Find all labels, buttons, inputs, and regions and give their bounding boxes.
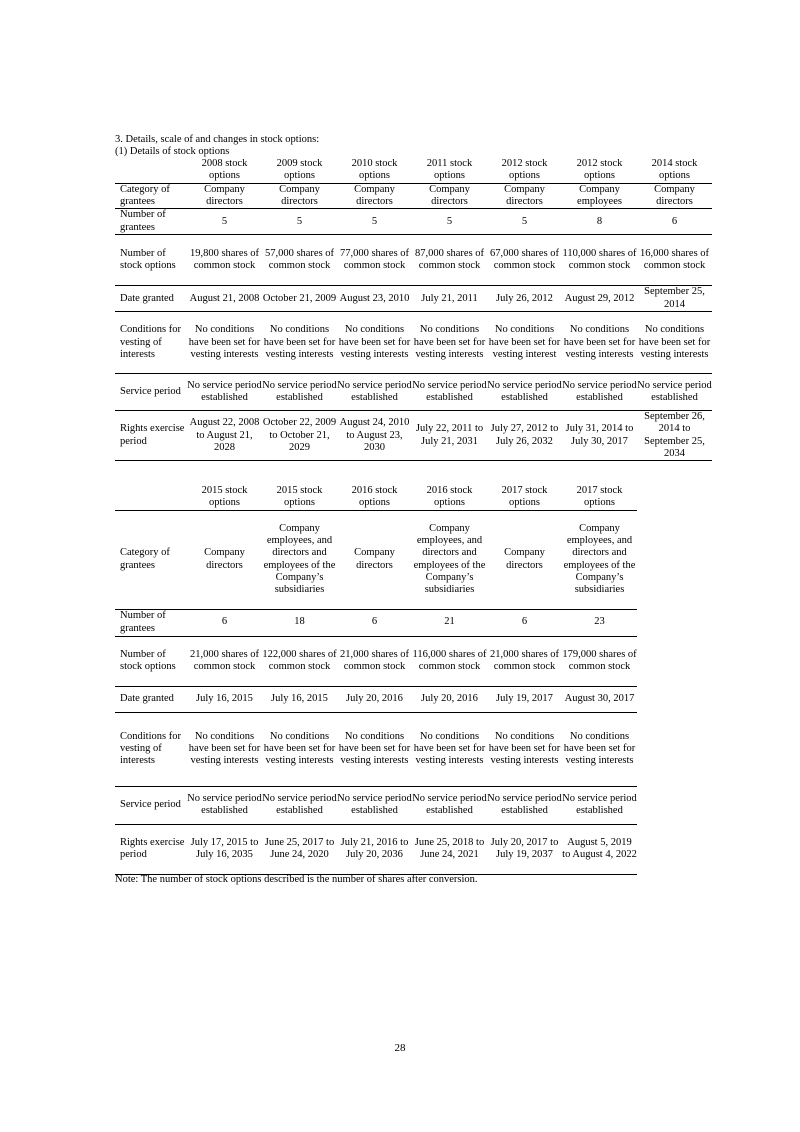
- table-cell: 5: [221, 215, 228, 227]
- column-header: 2010 stock options: [351, 158, 398, 182]
- column-header: 2012 stock options: [501, 158, 548, 182]
- table-cell: 116,000 shares of common stock: [412, 648, 487, 672]
- row-label: Number of stock options: [120, 648, 176, 672]
- row-number-options: [115, 636, 637, 686]
- table-cell: 6: [371, 616, 378, 628]
- table-cell: Company directors: [204, 183, 245, 207]
- row-label: Category of grantees: [120, 183, 170, 207]
- column-header: 2017 stock options: [576, 484, 623, 509]
- table-cell: 5: [371, 215, 378, 227]
- table-cell: 5: [446, 215, 453, 227]
- table-cell: Company employees, and directors and employees of the Company’s subsidiaries: [263, 522, 336, 596]
- row-category: [115, 510, 637, 609]
- table-cell: 21: [444, 616, 455, 628]
- table-cell: 6: [671, 215, 678, 227]
- row-service-period: [115, 786, 637, 824]
- table-cell: 6: [221, 616, 228, 628]
- table-cell: Company directors: [354, 547, 395, 571]
- page-number: 28: [394, 1042, 406, 1054]
- table-cell: July 16, 2015: [196, 692, 253, 704]
- table-cell: Company directors: [504, 547, 545, 571]
- header-empty-cell: [115, 484, 187, 510]
- table-cell: No service period established: [337, 792, 412, 816]
- table-cell: 87,000 shares of common stock: [414, 247, 485, 272]
- column-header: 2017 stock options: [501, 484, 548, 509]
- row-label: Rights exercise period: [120, 836, 185, 860]
- row-category: [115, 183, 712, 209]
- row-label: Rights exercise period: [120, 423, 185, 447]
- row-label: Number of grantees: [120, 209, 166, 233]
- table-cell: July 17, 2015 to July 16, 2035: [190, 836, 259, 860]
- table-cell: No conditions have been set for vesting interests: [488, 730, 561, 767]
- table-cell: No service period established: [187, 379, 262, 404]
- table-cell: No conditions have been set for vesting interests: [413, 324, 486, 360]
- table-cell: September 26, 2014 to September 25, 2034: [644, 411, 705, 460]
- table-cell: No service period established: [337, 379, 412, 404]
- table-cell: Company employees: [577, 183, 622, 207]
- table-cell: No service period established: [412, 792, 487, 816]
- table-cell: 57,000 shares of common stock: [264, 247, 335, 272]
- table-cell: July 21, 2011: [421, 292, 478, 304]
- table-cell: No conditions have been set for vesting interests: [338, 324, 411, 360]
- table-cell: Company directors: [504, 183, 545, 207]
- table-cell: No conditions have been set for vesting interests: [563, 324, 636, 360]
- row-label: Date granted: [120, 292, 174, 304]
- row-number-grantees: [115, 209, 712, 235]
- table-cell: 19,800 shares of common stock: [189, 247, 260, 272]
- table-cell: No conditions have been set for vesting interests: [188, 324, 261, 360]
- section-title: 3. Details, scale of and changes in stock options:: [115, 134, 320, 145]
- table-cell: July 27, 2012 to July 26, 2032: [490, 423, 559, 447]
- table-cell: 21,000 shares of common stock: [339, 648, 410, 672]
- table-header-row: [115, 158, 712, 183]
- column-header: 2016 stock options: [426, 484, 473, 509]
- column-header: 2011 stock options: [426, 158, 473, 182]
- stock-options-table-2: [115, 484, 637, 875]
- footnote: Note: The number of stock options described is the number of shares after conversion.: [115, 874, 478, 885]
- table-cell: Company directors: [354, 183, 395, 207]
- row-label: Number of grantees: [120, 610, 166, 634]
- column-header: 2016 stock options: [351, 484, 398, 509]
- table-cell: 8: [596, 215, 603, 227]
- table-cell: 6: [521, 616, 528, 628]
- table-cell: 67,000 shares of common stock: [489, 247, 560, 272]
- row-conditions: [115, 312, 712, 374]
- table-cell: August 22, 2008 to August 21, 2028: [189, 417, 260, 453]
- table-cell: 179,000 shares of common stock: [562, 648, 637, 672]
- table-cell: July 20, 2017 to July 19, 2037: [490, 836, 559, 860]
- table-cell: July 31, 2014 to July 30, 2017: [565, 423, 634, 447]
- column-header: 2008 stock options: [201, 158, 248, 182]
- table-cell: August 21, 2008: [189, 292, 260, 304]
- table-cell: August 30, 2017: [564, 692, 635, 704]
- row-number-grantees: [115, 609, 637, 636]
- table-cell: No conditions have been set for vesting interests: [188, 730, 261, 767]
- column-header: 2015 stock options: [276, 484, 323, 509]
- row-label: Date granted: [120, 692, 174, 704]
- table-cell: No service period established: [487, 792, 562, 816]
- table-cell: 5: [521, 215, 528, 227]
- table-cell: No conditions have been set for vesting interests: [263, 324, 336, 360]
- table-cell: June 25, 2017 to June 24, 2020: [264, 836, 335, 860]
- table-cell: Company directors: [654, 183, 695, 207]
- table-cell: No service period established: [262, 379, 337, 404]
- row-date-granted: [115, 286, 712, 312]
- table-cell: No service period established: [262, 792, 337, 816]
- row-number-options: [115, 235, 712, 286]
- table-cell: No conditions have been set for vesting interests: [413, 730, 486, 767]
- row-label: Conditions for vesting of interests: [120, 730, 181, 767]
- table-cell: July 20, 2016: [421, 692, 478, 704]
- table-cell: Company employees, and directors and employees of the Company’s subsidiaries: [413, 522, 486, 596]
- row-service-period: [115, 374, 712, 411]
- table-cell: August 24, 2010 to August 23, 2030: [339, 417, 410, 453]
- column-header: 2014 stock options: [651, 158, 698, 182]
- table-cell: 5: [296, 215, 303, 227]
- table-cell: July 20, 2016: [346, 692, 403, 704]
- table-cell: August 23, 2010: [339, 292, 410, 304]
- table-cell: No service period established: [487, 379, 562, 404]
- row-label: Service period: [120, 386, 181, 398]
- table-cell: No service period established: [412, 379, 487, 404]
- table-cell: October 21, 2009: [262, 292, 337, 304]
- table-cell: 23: [594, 616, 605, 628]
- table-cell: July 21, 2016 to July 20, 2036: [340, 836, 409, 860]
- table-header-row: [115, 484, 637, 510]
- row-label: Number of stock options: [120, 247, 176, 272]
- row-label: Conditions for vesting of interests: [120, 324, 181, 360]
- table-cell: No service period established: [187, 792, 262, 816]
- row-rights-exercise: [115, 411, 712, 461]
- row-date-granted: [115, 686, 637, 712]
- table-cell: No service period established: [637, 379, 712, 404]
- subsection-title: (1) Details of stock options: [115, 146, 230, 157]
- table-cell: June 25, 2018 to June 24, 2021: [414, 836, 485, 860]
- table-cell: Company directors: [279, 183, 320, 207]
- table-cell: October 22, 2009 to October 21, 2029: [262, 417, 337, 453]
- table-cell: No conditions have been set for vesting interest: [488, 324, 561, 360]
- table-cell: July 19, 2017: [496, 692, 553, 704]
- table-cell: September 25, 2014: [644, 286, 705, 310]
- row-label: Service period: [120, 798, 181, 810]
- table-cell: 21,000 shares of common stock: [489, 648, 560, 672]
- column-header: 2009 stock options: [276, 158, 323, 182]
- table-cell: 18: [294, 616, 305, 628]
- column-header: 2012 stock options: [576, 158, 623, 182]
- table-cell: No conditions have been set for vesting interests: [638, 324, 711, 360]
- table-cell: July 26, 2012: [496, 292, 553, 304]
- header-empty-cell: [115, 158, 187, 183]
- table-cell: Company directors: [429, 183, 470, 207]
- table-cell: August 29, 2012: [564, 292, 635, 304]
- row-conditions: [115, 712, 637, 786]
- column-header: 2015 stock options: [201, 484, 248, 509]
- table-cell: 122,000 shares of common stock: [262, 648, 337, 672]
- table-cell: No conditions have been set for vesting interests: [563, 730, 636, 767]
- table-cell: 110,000 shares of common stock: [562, 247, 637, 272]
- table-cell: August 5, 2019 to August 4, 2022: [562, 836, 637, 860]
- table-cell: 16,000 shares of common stock: [639, 247, 710, 272]
- table-cell: Company employees, and directors and employees of the Company’s subsidiaries: [563, 522, 636, 596]
- table-cell: No service period established: [562, 379, 637, 404]
- table-cell: No conditions have been set for vesting interests: [263, 730, 336, 767]
- table-cell: 77,000 shares of common stock: [339, 247, 410, 272]
- stock-options-table-1: [115, 158, 712, 461]
- table-cell: No conditions have been set for vesting interests: [338, 730, 411, 767]
- table-cell: Company directors: [204, 547, 245, 571]
- table-cell: July 16, 2015: [271, 692, 328, 704]
- table-cell: July 22, 2011 to July 21, 2031: [415, 423, 484, 447]
- row-label: Category of grantees: [120, 547, 170, 571]
- table-cell: 21,000 shares of common stock: [189, 648, 260, 672]
- table-cell: No service period established: [562, 792, 637, 816]
- row-rights-exercise: [115, 824, 637, 874]
